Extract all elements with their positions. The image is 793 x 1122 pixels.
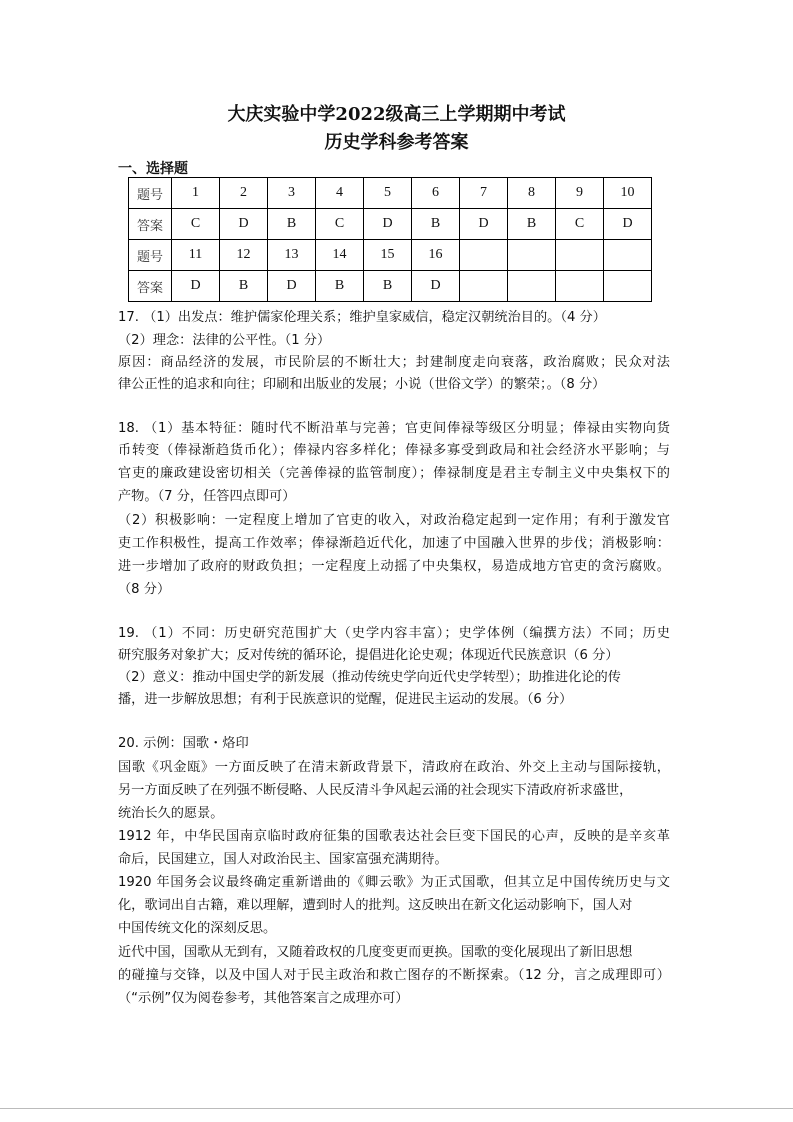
answer-line: 化，歌词出自古籍，难以理解，遭到时人的批判。这反映出在新文化运动影响下，国人对 (118, 898, 633, 913)
table-cell: 3 (268, 178, 316, 209)
table-cell: 13 (268, 240, 316, 271)
answer-line: 的碰撞与交锋，以及中国人对于民主政治和救亡图存的不断探索。（12 分，言之成理即可） (118, 968, 670, 983)
table-cell: 11 (172, 240, 220, 271)
table-cell: 5 (364, 178, 412, 209)
table-cell: 7 (460, 178, 508, 209)
answer-line: （2）理念：法律的公平性。（1 分） (118, 333, 331, 348)
table-row (129, 240, 652, 271)
table-cell: B (220, 271, 268, 302)
table-cell: D (604, 209, 652, 240)
answer-line: 吏工作积极性，提高工作效率；俸禄渐趋近代化，加速了中国融入世界的步伐；消极影响： (118, 536, 670, 551)
answer-line: 播，进一步解放思想；有利于民族意识的觉醒，促进民主运动的发展。（6 分） (118, 692, 573, 707)
table-row (129, 209, 652, 240)
page-bottom-rule (0, 1108, 793, 1109)
table-cell: B (364, 271, 412, 302)
table-cell: 2 (220, 178, 268, 209)
table-row-header: 答案 (129, 271, 172, 302)
answer-line: 统治长久的愿景。 (118, 806, 224, 821)
document-title: 大庆实验中学2022级高三上学期期中考试 (227, 104, 566, 125)
answer-line: 研究服务对象扩大；反对传统的循环论，提倡进化论史观；体现近代民族意识（6 分） (118, 648, 619, 663)
answer-line: （“示例”仅为阅卷参考，其他答案言之成理亦可） (118, 991, 409, 1006)
table-row (129, 178, 652, 209)
table-cell: D (172, 271, 220, 302)
document-subtitle: 历史学科参考答案 (324, 132, 469, 153)
answer-line: 命后，民国建立，国人对政治民主、国家富强充满期待。 (118, 852, 448, 867)
answer-line: （8 分） (118, 582, 171, 597)
table-cell: B (316, 271, 364, 302)
table-cell: 6 (412, 178, 460, 209)
answer-line: 产物。（7 分，任答四点即可） (118, 489, 296, 504)
answer-line: 19. （1）不同：历史研究范围扩大（史学内容丰富）；史学体例（编撰方法）不同；历史 (118, 626, 670, 641)
answer-line: 进一步增加了政府的财政负担；一定程度上动摇了中央集权，易造成地方官吏的贪污腐败。 (118, 559, 670, 574)
table-cell: B (268, 209, 316, 240)
table-cell (556, 271, 604, 302)
table-cell (508, 271, 556, 302)
table-cell (604, 271, 652, 302)
answer-table (128, 177, 652, 302)
table-cell: C (172, 209, 220, 240)
section-heading-multiple-choice: 一、选择题 (118, 161, 188, 177)
table-row (129, 271, 652, 302)
table-cell: D (460, 209, 508, 240)
answer-line: 原因：商品经济的发展，市民阶层的不断壮大；封建制度走向衰落，政治腐败；民众对法 (118, 355, 670, 370)
table-cell: C (556, 209, 604, 240)
answer-line: 中国传统文化的深刻反思。 (118, 921, 277, 936)
table-cell: D (364, 209, 412, 240)
answer-line: 官吏的廉政建设密切相关（完善俸禄的监管制度）；俸禄制度是君主专制主义中央集权下的 (118, 466, 670, 481)
table-cell: B (412, 209, 460, 240)
table-cell: 12 (220, 240, 268, 271)
answer-line: 20. 示例：国歌・烙印 (118, 736, 249, 751)
table-cell: 14 (316, 240, 364, 271)
table-cell: C (316, 209, 364, 240)
table-cell: D (220, 209, 268, 240)
table-cell (508, 240, 556, 271)
answer-line: 18. （1）基本特征：随时代不断沿革与完善；官吏间俸禄等级区分明显；俸禄由实物向货 (118, 421, 670, 436)
table-cell (460, 240, 508, 271)
table-cell: 4 (316, 178, 364, 209)
table-row-header: 答案 (129, 209, 172, 240)
table-cell: 9 (556, 178, 604, 209)
table-cell: 10 (604, 178, 652, 209)
table-cell: D (268, 271, 316, 302)
table-cell: D (412, 271, 460, 302)
table-cell: 8 (508, 178, 556, 209)
table-cell: 1 (172, 178, 220, 209)
table-cell (556, 240, 604, 271)
table-cell (460, 271, 508, 302)
answer-line: 1920 年国务会议最终确定重新谱曲的《卿云歌》为正式国歌，但其立足中国传统历史与文 (118, 875, 670, 890)
answer-line: 币转变（俸禄渐趋货币化）；俸禄内容多样化；俸禄多寡受到政局和社会经济水平影响；与 (118, 443, 670, 458)
answer-line: 国歌《巩金瓯》一方面反映了在清末新政背景下，清政府在政治、外交上主动与国际接轨， (118, 760, 670, 775)
answer-line: 近代中国，国歌从无到有，又随着政权的几度变更而更换。国歌的变化展现出了新旧思想 (118, 945, 633, 960)
answer-line: （2）意义：推动中国史学的新发展（推动传统史学向近代史学转型）；助推进化论的传 (118, 670, 621, 685)
table-cell (604, 240, 652, 271)
table-row-header: 题号 (129, 240, 172, 271)
answer-line: 1912 年，中华民国南京临时政府征集的国歌表达社会巨变下国民的心声，反映的是辛亥革 (118, 829, 670, 844)
table-cell: 16 (412, 240, 460, 271)
table-cell: B (508, 209, 556, 240)
answer-line: 另一方面反映了在列强不断侵略、人民反清斗争风起云涌的社会现实下清政府祈求盛世， (118, 783, 633, 798)
table-row-header: 题号 (129, 178, 172, 209)
answer-line: 律公正性的追求和向往；印刷和出版业的发展；小说（世俗文学）的繁荣；。（8 分） (118, 377, 606, 392)
table-cell: 15 (364, 240, 412, 271)
answer-line: （2）积极影响：一定程度上增加了官吏的收入，对政治稳定起到一定作用；有利于激发官 (118, 513, 670, 528)
answer-line: 17. （1）出发点：维护儒家伦理关系；维护皇家威信，稳定汉朝统治目的。（4 分） (118, 310, 606, 325)
